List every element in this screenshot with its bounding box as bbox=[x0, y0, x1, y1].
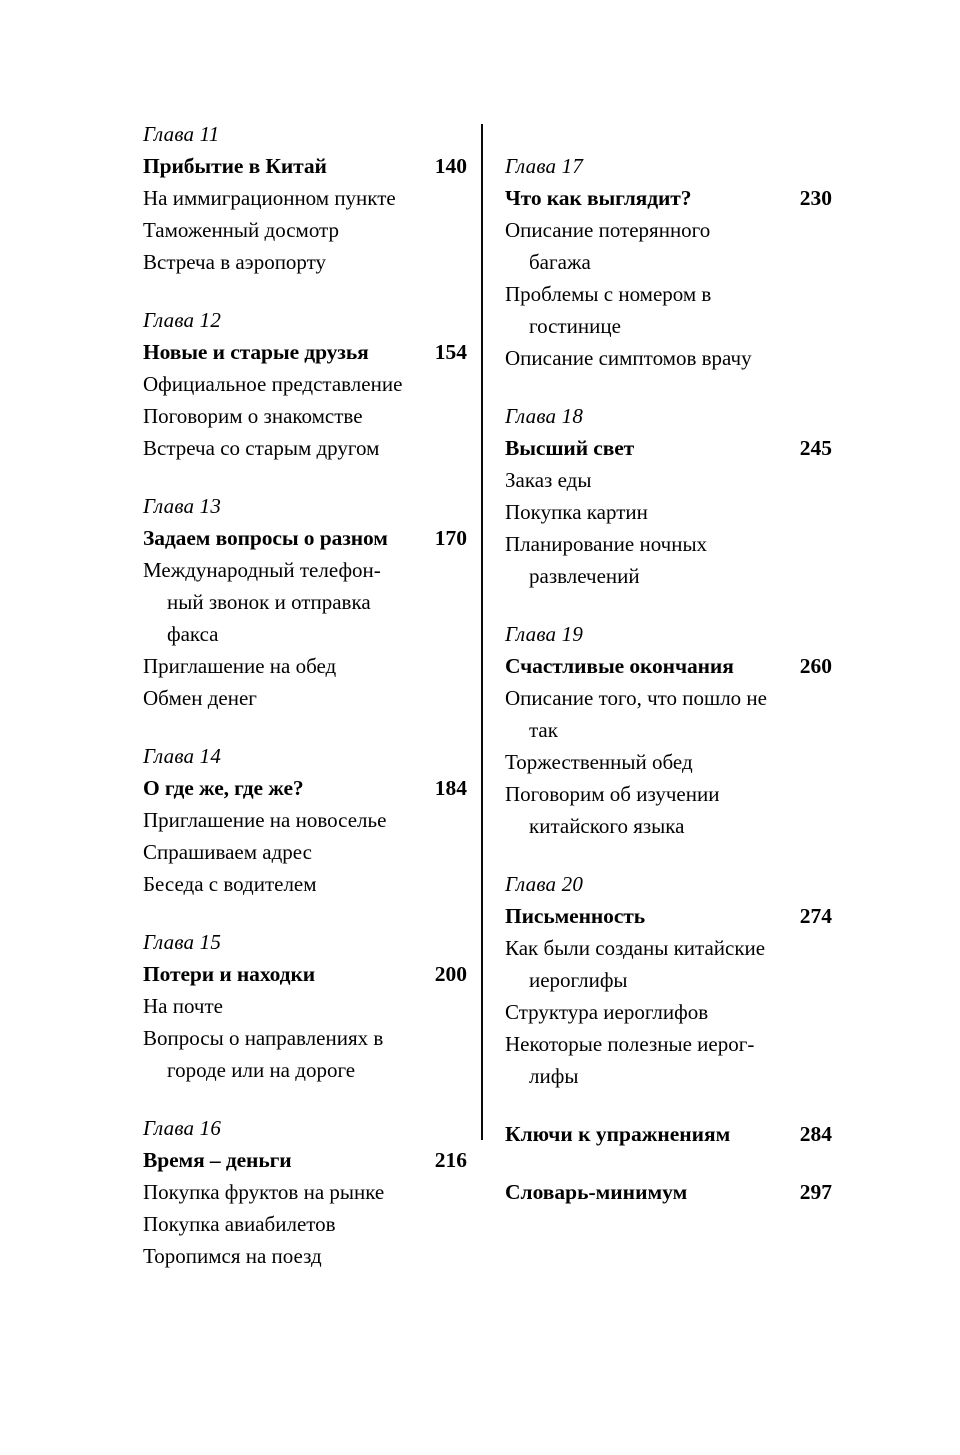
toc-entry-line: Поговорим об изучении bbox=[505, 782, 720, 806]
chapter-title-row[interactable] bbox=[143, 522, 467, 554]
standalone-page-number: 284 bbox=[799, 1122, 832, 1146]
toc-entry-line: На почте bbox=[143, 994, 223, 1018]
chapter-block bbox=[505, 150, 832, 374]
chapter-title-row[interactable] bbox=[143, 1144, 467, 1176]
toc-standalone-entry[interactable] bbox=[505, 1176, 832, 1208]
toc-entry[interactable] bbox=[505, 778, 832, 842]
chapter-page-number: 140 bbox=[434, 154, 467, 178]
toc-entry-continuation: иероглифы bbox=[529, 968, 628, 992]
toc-entry-line: Некоторые полезные иерог- bbox=[505, 1032, 755, 1056]
toc-entry[interactable] bbox=[505, 342, 832, 374]
chapter-title: Прибытие в Китай bbox=[143, 154, 327, 178]
toc-entry[interactable] bbox=[505, 1028, 832, 1092]
chapter-title: Высший свет bbox=[505, 436, 635, 460]
toc-entry[interactable] bbox=[143, 432, 467, 464]
toc-entry[interactable] bbox=[505, 746, 832, 778]
toc-entry[interactable] bbox=[143, 400, 467, 432]
toc-entry[interactable] bbox=[143, 990, 467, 1022]
chapter-title: Потери и находки bbox=[143, 962, 316, 986]
toc-entry-continuation: так bbox=[529, 718, 558, 742]
toc-entry[interactable] bbox=[143, 868, 467, 900]
toc-entry-line: Проблемы с номером в bbox=[505, 282, 712, 306]
toc-entry-line: Приглашение на новоселье bbox=[143, 808, 387, 832]
chapter-page-number: 230 bbox=[799, 186, 832, 210]
toc-standalone-entry[interactable] bbox=[505, 1118, 832, 1150]
chapter-title-row[interactable] bbox=[505, 650, 832, 682]
chapter-page-number: 216 bbox=[434, 1148, 467, 1172]
chapter-number-label: Глава 14 bbox=[143, 744, 222, 768]
toc-entry-line: Встреча в аэропорту bbox=[143, 250, 327, 274]
chapter-title-row[interactable] bbox=[143, 150, 467, 182]
toc-entry-line: Торопимся на поезд bbox=[143, 1244, 322, 1268]
chapter-title: О где же, где же? bbox=[143, 776, 304, 800]
chapter-number-label: Глава 15 bbox=[143, 930, 222, 954]
chapter-number-label: Глава 11 bbox=[143, 122, 220, 146]
toc-entry[interactable] bbox=[143, 836, 467, 868]
toc-entry[interactable] bbox=[505, 496, 832, 528]
table-of-contents bbox=[143, 118, 833, 1272]
toc-entry[interactable] bbox=[143, 182, 467, 214]
toc-entry-continuation: гостинице bbox=[529, 314, 621, 338]
toc-entry-line: Беседа с водителем bbox=[143, 872, 317, 896]
toc-entry[interactable] bbox=[505, 682, 832, 746]
toc-entry-continuation: лифы bbox=[529, 1064, 579, 1088]
chapter-page-number: 274 bbox=[799, 904, 832, 928]
toc-entry-line: Обмен денег bbox=[143, 686, 257, 710]
chapter-title-row[interactable] bbox=[505, 182, 832, 214]
chapter-block bbox=[143, 740, 467, 900]
chapter-number-label: Глава 16 bbox=[143, 1116, 222, 1140]
chapter-page-number: 200 bbox=[434, 962, 467, 986]
chapter-number-label: Глава 12 bbox=[143, 308, 222, 332]
chapter-title-row[interactable] bbox=[505, 432, 832, 464]
toc-entry-line: На иммиграционном пункте bbox=[143, 186, 396, 210]
toc-entry-line: Официальное представление bbox=[143, 372, 403, 396]
toc-entry-continuation: китайского языка bbox=[529, 814, 685, 838]
toc-entry-line: Таможенный досмотр bbox=[143, 218, 339, 242]
toc-entry-line: Структура иероглифов bbox=[505, 1000, 709, 1024]
chapter-block bbox=[143, 926, 467, 1086]
chapter-number-label: Глава 17 bbox=[505, 154, 584, 178]
chapter-title: Новые и старые друзья bbox=[143, 340, 369, 364]
toc-entry[interactable] bbox=[505, 996, 832, 1028]
toc-entry-line: Встреча со старым другом bbox=[143, 436, 380, 460]
chapter-page-number: 170 bbox=[434, 526, 467, 550]
chapter-block bbox=[143, 118, 467, 278]
toc-entry-line: Международный телефон- bbox=[143, 558, 381, 582]
chapter-title-row[interactable] bbox=[143, 958, 467, 990]
toc-entry-line: Торжественный обед bbox=[505, 750, 693, 774]
chapter-block bbox=[143, 1112, 467, 1272]
toc-entry-line: Заказ еды bbox=[505, 468, 592, 492]
toc-entry[interactable] bbox=[143, 804, 467, 836]
toc-entry[interactable] bbox=[143, 1022, 467, 1086]
toc-entry[interactable] bbox=[143, 554, 467, 650]
toc-entry-continuation: городе или на дороге bbox=[167, 1058, 356, 1082]
toc-entry[interactable] bbox=[505, 278, 832, 342]
chapter-number-label: Глава 18 bbox=[505, 404, 584, 428]
chapter-page-number: 154 bbox=[434, 340, 467, 364]
toc-entry-line: Планирование ночных bbox=[505, 532, 708, 556]
toc-entry[interactable] bbox=[505, 932, 832, 996]
toc-entry-line: Вопросы о направлениях в bbox=[143, 1026, 384, 1050]
toc-entry-line: Описание того, что пошло не bbox=[505, 686, 767, 710]
chapter-block bbox=[143, 304, 467, 464]
chapter-title: Что как выглядит? bbox=[505, 186, 692, 210]
chapter-title-row[interactable] bbox=[143, 772, 467, 804]
standalone-page-number: 297 bbox=[799, 1180, 832, 1204]
toc-entry[interactable] bbox=[143, 214, 467, 246]
chapter-page-number: 184 bbox=[434, 776, 467, 800]
toc-entry[interactable] bbox=[143, 682, 467, 714]
chapter-title: Счастливые окончания bbox=[505, 654, 734, 678]
toc-entry-continuation: ный звонок и отправка bbox=[167, 590, 371, 614]
standalone-title: Словарь-минимум bbox=[505, 1180, 688, 1204]
toc-entry-line: Поговорим о знакомстве bbox=[143, 404, 363, 428]
toc-entry[interactable] bbox=[143, 1176, 467, 1208]
toc-entry-line: Покупка фруктов на рынке bbox=[143, 1180, 385, 1204]
chapter-page-number: 260 bbox=[799, 654, 832, 678]
chapter-title-row[interactable] bbox=[143, 336, 467, 368]
toc-entry[interactable] bbox=[143, 368, 467, 400]
toc-column-right bbox=[505, 118, 832, 1208]
toc-entry-line: Покупка авиабилетов bbox=[143, 1212, 336, 1236]
standalone-title: Ключи к упражнениям bbox=[505, 1122, 731, 1146]
toc-entry-line: Описание потерянного bbox=[505, 218, 711, 242]
chapter-number-label: Глава 13 bbox=[143, 494, 222, 518]
toc-entry-line: Приглашение на обед bbox=[143, 654, 337, 678]
chapter-block bbox=[505, 618, 832, 842]
toc-entry-line: Описание симптомов врачу bbox=[505, 346, 752, 370]
toc-column-left bbox=[143, 118, 467, 1272]
toc-entry[interactable] bbox=[143, 1208, 467, 1240]
toc-entry[interactable] bbox=[505, 528, 832, 592]
toc-entry[interactable] bbox=[143, 650, 467, 682]
toc-entry[interactable] bbox=[143, 1240, 467, 1272]
toc-entry-line: Спрашиваем адрес bbox=[143, 840, 312, 864]
toc-entry[interactable] bbox=[505, 464, 832, 496]
toc-entry[interactable] bbox=[505, 214, 832, 278]
chapter-block bbox=[143, 490, 467, 714]
chapter-block bbox=[505, 400, 832, 592]
toc-entry-line: Как были созданы китайские bbox=[505, 936, 766, 960]
chapter-number-label: Глава 20 bbox=[505, 872, 584, 896]
toc-entry[interactable] bbox=[143, 246, 467, 278]
toc-entry-continuation: развлечений bbox=[529, 564, 640, 588]
toc-entry-continuation: багажа bbox=[529, 250, 591, 274]
chapter-page-number: 245 bbox=[799, 436, 832, 460]
chapter-title-row[interactable] bbox=[505, 900, 832, 932]
toc-entry-continuation: факса bbox=[167, 622, 219, 646]
chapter-block bbox=[505, 868, 832, 1092]
chapter-title: Время – деньги bbox=[143, 1148, 292, 1172]
chapter-number-label: Глава 19 bbox=[505, 622, 584, 646]
toc-entry-line: Покупка картин bbox=[505, 500, 648, 524]
chapter-title: Письменность bbox=[505, 904, 646, 928]
chapter-title: Задаем вопросы о разном bbox=[143, 526, 388, 550]
